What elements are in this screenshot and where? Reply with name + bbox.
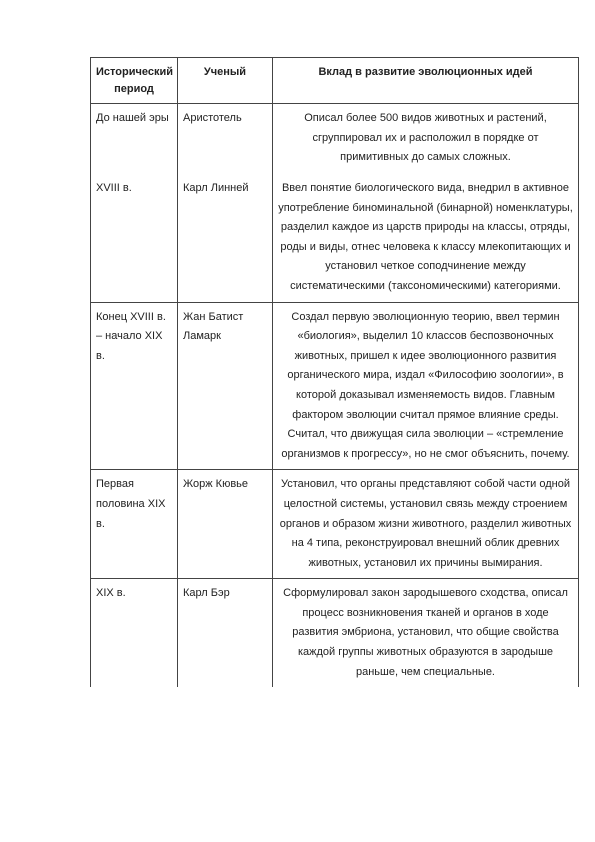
scientist-cell xyxy=(178,579,273,687)
contribution-text: Создал первую эволюционную теорию, ввел термин «биология», выделил 10 классов беспозвоночных животных, пришел к идее эволюционного развития органического мира, издал «Философию зоологии», в которой доказывал изменяемость видов. Главным фактором эволюции считал прямое влияние среды. Считал, что движущая сила эволюции – «стремление организмов к прогрессу», но не смог объяснить, почему. xyxy=(281,310,570,460)
table-row xyxy=(91,579,579,687)
scientist-text: Карл Линней xyxy=(183,182,249,194)
scientist-cell xyxy=(178,104,273,175)
contribution-cell xyxy=(273,174,579,302)
period-cell xyxy=(91,104,178,175)
period-cell xyxy=(91,302,178,470)
contribution-text: Описал более 500 видов животных и растений, сгруппировал их и расположил в порядке от примитивных до самых сложных. xyxy=(304,112,547,164)
contribution-cell xyxy=(273,302,579,470)
scientist-cell xyxy=(178,174,273,302)
table-row xyxy=(91,470,579,579)
table-row xyxy=(91,104,579,175)
scientist-cell xyxy=(178,302,273,470)
header-scientist: Ученый xyxy=(178,58,273,104)
table-header-row xyxy=(91,58,579,104)
contribution-text: Ввел понятие биологического вида, внедрил в активное употребление биноминальной (бинарной) номенклатуры, разделил каждое из царств природы на классы, отряды, роды и виды, отнес человека к классу млекопитающих и установил четкое соподчинение между систематическими (таксономическими) категориями. xyxy=(278,182,573,292)
contribution-cell xyxy=(273,104,579,175)
period-text: Первая половина XIX в. xyxy=(96,478,166,530)
period-text: До нашей эры xyxy=(96,112,169,124)
scientist-text: Жан Батист Ламарк xyxy=(183,310,244,343)
header-period: Исторический период xyxy=(91,58,178,104)
contribution-cell xyxy=(273,579,579,687)
table-row xyxy=(91,302,579,470)
period-cell xyxy=(91,579,178,687)
contribution-text: Сформулировал закон зародышевого сходства, описал процесс возникновения тканей и органов в ходе развития эмбриона, установил, что общие свойства каждой группы животных образуются в зародыше раньше, чем специальные. xyxy=(283,587,568,678)
period-text: XIX в. xyxy=(96,587,126,600)
contribution-text: Установил, что органы представляют собой части одной целостной системы, установил связь между строением органов и образом жизни животного, разделил животных на 4 типа, реконструировал внешний облик древних животных, установил их причины вымирания. xyxy=(279,478,572,569)
period-text: Конец XVIII в. – начало XIX в. xyxy=(96,310,166,362)
period-cell xyxy=(91,470,178,579)
scientist-text: Карл Бэр xyxy=(183,587,230,600)
period-cell xyxy=(91,174,178,302)
header-contribution: Вклад в развитие эволюционных идей xyxy=(273,58,579,104)
table-row xyxy=(91,174,579,302)
scientist-text: Аристотель xyxy=(183,112,242,124)
scientist-cell xyxy=(178,470,273,579)
evolution-table xyxy=(90,57,579,687)
period-text: XVIII в. xyxy=(96,182,132,194)
scientist-text: Жорж Кювье xyxy=(183,478,249,491)
contribution-cell xyxy=(273,470,579,579)
